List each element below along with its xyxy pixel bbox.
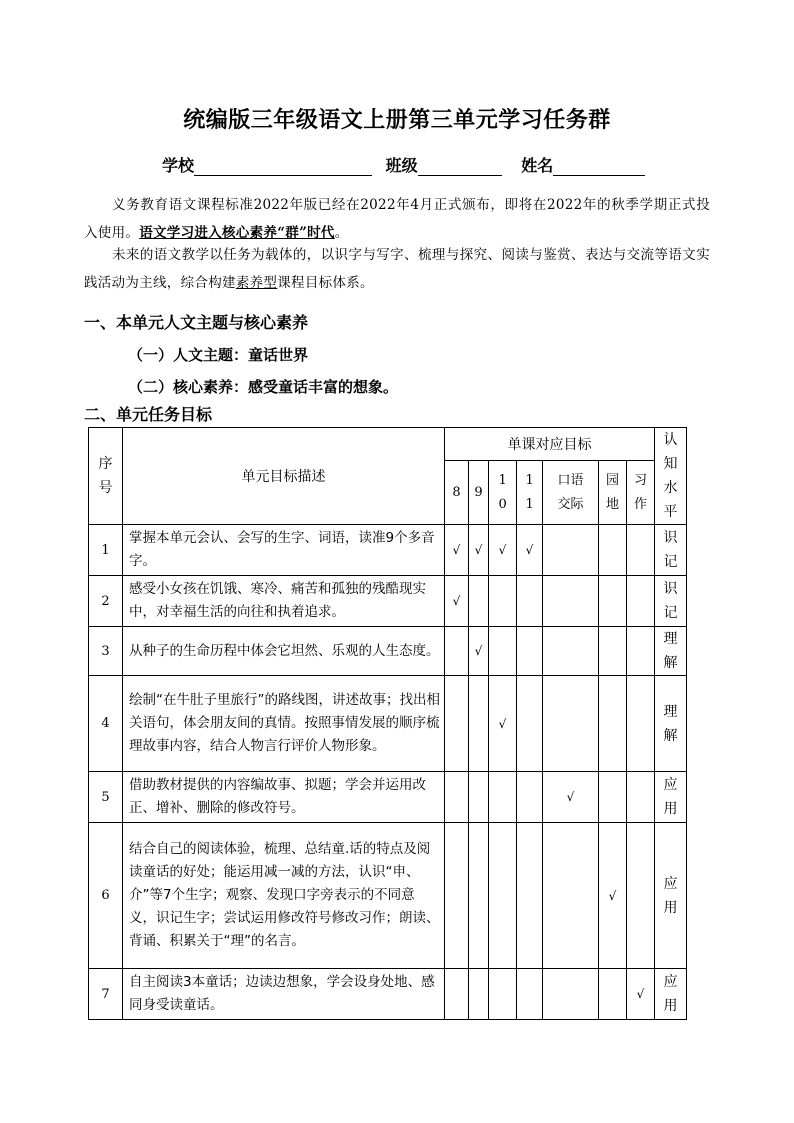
check-cell — [627, 627, 655, 676]
intro-p1-end: 。 — [334, 225, 349, 241]
check-mark-icon: √ — [452, 594, 461, 608]
lesson-col-8: 8 — [445, 461, 469, 525]
table-row — [89, 969, 687, 1020]
check-cell — [627, 525, 655, 576]
header-lesson-targets: 单课对应目标 — [445, 428, 655, 461]
row-cognitive-level: 应用 — [655, 823, 687, 969]
lesson-col-garden: 园地 — [599, 461, 627, 525]
check-cell — [489, 676, 517, 772]
check-cell — [599, 576, 627, 627]
row-index: 4 — [89, 676, 123, 772]
check-cell — [627, 823, 655, 969]
table-row — [89, 772, 687, 823]
check-cell — [445, 576, 469, 627]
row-index: 2 — [89, 576, 123, 627]
student-info-line — [162, 153, 645, 176]
check-cell — [543, 676, 599, 772]
class-label: 班级 — [385, 156, 418, 175]
row-description: 结合自己的阅读体验，梳理、总结童.话的特点及阅读童话的好处；能运用减一减的方法，认识“申、介”等7个生字；观察、发现口字旁表示的不同意义，识记生字；尝试运用修改符号修改习作；朗读、背诵、积累关于“理”的名言。 — [123, 823, 445, 969]
page-title: 统编版三年级语文上册第三单元学习任务群 — [183, 108, 611, 133]
check-cell — [489, 525, 517, 576]
row-description: 借助教材提供的内容编故事、拟题；学会并运用改正、增补、删除的修改符号。 — [123, 772, 445, 823]
intro-p1-emphasis: 语文学习进入核心素养“群”时代 — [139, 225, 335, 241]
row-index: 5 — [89, 772, 123, 823]
row-cognitive-level: 应用 — [655, 969, 687, 1020]
check-cell — [469, 969, 489, 1020]
check-cell — [599, 627, 627, 676]
check-cell — [627, 969, 655, 1020]
intro-paragraph-2 — [84, 241, 710, 297]
row-description: 绘制“在牛肚子里旅行”的路线图，讲述故事；找出相关语句，体会朋友间的真情。按照事情发展的顺序梳理故事内容，结合人物言行评价人物形象。 — [123, 676, 445, 772]
check-cell — [469, 676, 489, 772]
check-cell — [599, 969, 627, 1020]
check-cell — [517, 676, 543, 772]
section-1-core-literacy: （二）核心素养：感受童话丰富的想象。 — [128, 378, 399, 396]
check-cell — [627, 772, 655, 823]
check-cell — [469, 627, 489, 676]
check-cell — [469, 823, 489, 969]
header-description: 单元目标描述 — [123, 428, 445, 525]
intro-p2-underline: 素养型 — [235, 275, 278, 291]
check-cell — [517, 823, 543, 969]
row-cognitive-level: 理解 — [655, 627, 687, 676]
check-cell — [627, 676, 655, 772]
section-1-heading: 一、本单元人文主题与核心素养 — [84, 313, 309, 332]
name-label: 姓名 — [521, 156, 554, 175]
check-cell — [627, 576, 655, 627]
row-cognitive-level: 识记 — [655, 525, 687, 576]
row-index: 7 — [89, 969, 123, 1020]
row-index: 1 — [89, 525, 123, 576]
row-cognitive-level: 识记 — [655, 576, 687, 627]
check-cell — [517, 772, 543, 823]
lesson-col-writing: 习作 — [627, 461, 655, 525]
check-cell — [543, 969, 599, 1020]
goals-table — [88, 427, 687, 1020]
check-cell — [469, 772, 489, 823]
row-index: 6 — [89, 823, 123, 969]
table-row — [89, 627, 687, 676]
check-cell — [445, 772, 469, 823]
check-mark-icon: √ — [566, 790, 575, 804]
check-cell — [543, 823, 599, 969]
row-cognitive-level: 理解 — [655, 676, 687, 772]
check-cell — [599, 525, 627, 576]
lesson-col-11: 11 — [517, 461, 543, 525]
check-mark-icon: √ — [474, 543, 483, 557]
intro-p1-text: 义务教育语文课程标准2022年版已经在2022年4月正式颁布，即将在2022年的秋季学期正式投入使用。 — [84, 197, 710, 241]
lesson-col-10: 10 — [489, 461, 517, 525]
check-mark-icon: √ — [498, 543, 507, 557]
check-cell — [543, 576, 599, 627]
row-description: 感受小女孩在饥饿、寒冷、痛苦和孤独的残酷现实中，对幸福生活的向往和执着追求。 — [123, 576, 445, 627]
check-cell — [445, 525, 469, 576]
section-1-theme: （一）人文主题：童话世界 — [128, 346, 309, 364]
check-mark-icon: √ — [608, 888, 617, 903]
row-description: 掌握本单元会认、会写的生字、词语，读准9个多音字。 — [123, 525, 445, 576]
check-mark-icon: √ — [474, 644, 483, 658]
table-row — [89, 823, 687, 969]
school-blank[interactable] — [194, 159, 372, 176]
check-cell — [489, 823, 517, 969]
check-cell — [543, 627, 599, 676]
header-index: 序号 — [89, 428, 123, 525]
check-cell — [445, 627, 469, 676]
check-cell — [445, 969, 469, 1020]
check-cell — [445, 676, 469, 772]
check-cell — [517, 627, 543, 676]
check-mark-icon: √ — [636, 987, 645, 1001]
check-mark-icon: √ — [498, 716, 507, 731]
check-cell — [469, 576, 489, 627]
check-mark-icon: √ — [525, 543, 534, 557]
table-row — [89, 676, 687, 772]
check-cell — [543, 772, 599, 823]
check-cell — [517, 969, 543, 1020]
check-cell — [517, 576, 543, 627]
check-cell — [599, 772, 627, 823]
check-cell — [489, 969, 517, 1020]
check-cell — [469, 525, 489, 576]
section-2-heading: 二、单元任务目标 — [84, 405, 213, 424]
check-cell — [543, 525, 599, 576]
name-blank[interactable] — [553, 159, 645, 176]
row-cognitive-level: 应用 — [655, 772, 687, 823]
check-cell — [445, 823, 469, 969]
header-cognitive-level: 认知水平 — [655, 428, 687, 525]
lesson-col-9: 9 — [469, 461, 489, 525]
table-row — [89, 525, 687, 576]
check-cell — [599, 823, 627, 969]
class-blank[interactable] — [418, 159, 502, 176]
row-description: 从种子的生命历程中体会它坦然、乐观的人生态度。 — [123, 627, 445, 676]
intro-paragraph-1 — [84, 191, 710, 247]
row-index: 3 — [89, 627, 123, 676]
intro-p2-end: 课程目标体系。 — [277, 275, 374, 291]
check-cell — [489, 772, 517, 823]
lesson-col-oral: 口语交际 — [543, 461, 599, 525]
school-label: 学校 — [162, 156, 195, 175]
check-mark-icon: √ — [452, 543, 461, 557]
check-cell — [599, 676, 627, 772]
check-cell — [517, 525, 543, 576]
table-row — [89, 576, 687, 627]
check-cell — [489, 576, 517, 627]
row-description: 自主阅读3本童话；边读边想象，学会设身处地、感同身受读童话。 — [123, 969, 445, 1020]
intro-p2-text: 未来的语文教学以任务为载体的，以识字与写字、梳理与探究、阅读与鉴赏、表达与交流等语文实践活动为主线，综合构建 — [84, 247, 710, 291]
check-cell — [489, 627, 517, 676]
